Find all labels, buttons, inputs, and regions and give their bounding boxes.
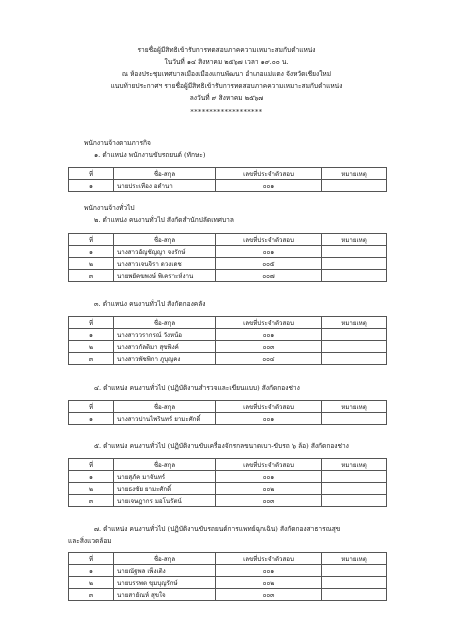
col-header-remark: หมายเหตุ <box>322 234 387 246</box>
cell-remark <box>322 589 387 601</box>
col-header-exam-id: เลขที่ประจำตัวสอบ <box>216 401 322 413</box>
cell-no: ๑ <box>69 413 114 425</box>
cell-exam-id: ๐๐๑ <box>216 246 322 258</box>
col-header-no: ที่ <box>69 401 114 413</box>
cell-remark <box>322 471 387 483</box>
col-header-name: ชื่อ-สกุล <box>114 459 216 471</box>
table-row <box>69 413 387 425</box>
cell-no: ๑ <box>69 329 114 341</box>
table-row <box>69 589 387 601</box>
section-title-1: ๑. ตำแหน่ง พนักงานขับรถยนต์ (ทักษะ) <box>94 151 206 159</box>
cell-name: นางสาววรากรณ์ วังหน้อ <box>114 329 216 341</box>
doc-title: รายชื่อผู้มีสิทธิเข้ารับการทดสอบภาคความเหมาะสมกับตำแหน่ง <box>137 46 316 54</box>
col-header-no: ที่ <box>69 168 114 180</box>
cell-name: นางสาวพัชพิกา ภูบุญคง <box>114 353 216 365</box>
cell-no: ๒ <box>69 483 114 495</box>
cell-exam-id: ๐๐๓ <box>216 341 322 353</box>
doc-announce-date: ลงวันที่ ๙ สิงหาคม ๒๕๖๗ <box>189 94 264 102</box>
table-section-2 <box>68 233 387 282</box>
cell-exam-id: ๐๐๑ <box>216 329 322 341</box>
cell-remark <box>322 577 387 589</box>
table-row <box>69 565 387 577</box>
doc-date-time: ในวันที่ ๑๔ สิงหาคม ๒๕๖๗ เวลา ๑๙.๐๐ น. <box>164 58 289 66</box>
doc-divider-stars: ******************* <box>190 108 263 116</box>
cell-no: ๒ <box>69 577 114 589</box>
cell-remark <box>322 413 387 425</box>
cell-name: นางสาวเจนจิรา ดวงเดช <box>114 258 216 270</box>
col-header-remark: หมายเหตุ <box>322 459 387 471</box>
table-row <box>69 329 387 341</box>
group-label-mission: พนักงานจ้างตามภารกิจ <box>84 139 151 147</box>
cell-name: นายพยัคฆพงษ์ พิเคราะห์งาน <box>114 270 216 282</box>
cell-name: นายสุภัค มาจันทร์ <box>114 471 216 483</box>
cell-name: นางสาวอัญชัญญา จงรักษ์ <box>114 246 216 258</box>
cell-name: นางสาวปานไพรินทร์ ยามะศักดิ์ <box>114 413 216 425</box>
col-header-exam-id: เลขที่ประจำตัวสอบ <box>216 234 322 246</box>
cell-remark <box>322 180 387 192</box>
cell-exam-id: ๐๐๗ <box>216 270 322 282</box>
col-header-name: ชื่อ-สกุล <box>114 401 216 413</box>
cell-name: นางสาวกัลติมา สุขพิงค์ <box>114 341 216 353</box>
section-title-4: ๔. ตำแหน่ง คนงานทั่วไป (ปฏิบัติงานสำรวจและเขียนแบบ) สังกัดกองช่าง <box>94 384 300 392</box>
col-header-name: ชื่อ-สกุล <box>114 317 216 329</box>
table-row <box>69 258 387 270</box>
table-header-row <box>69 317 387 329</box>
table-header-row <box>69 459 387 471</box>
table-section-7 <box>68 552 387 601</box>
table-row <box>69 246 387 258</box>
cell-no: ๑ <box>69 565 114 577</box>
table-row <box>69 341 387 353</box>
cell-name: นายประเทือง อดำนา <box>114 180 216 192</box>
cell-name: นายณัฐพล เพ็งเติง <box>114 565 216 577</box>
table-row <box>69 495 387 507</box>
cell-name: นายบรรพต ขุมบุญรักษ์ <box>114 577 216 589</box>
section-title-3: ๓. ตำแหน่ง คนงานทั่วไป สังกัดกองคลัง <box>94 300 206 308</box>
table-row <box>69 471 387 483</box>
cell-no: ๑ <box>69 180 114 192</box>
col-header-name: ชื่อ-สกุล <box>114 234 216 246</box>
table-row <box>69 353 387 365</box>
cell-no: ๓ <box>69 270 114 282</box>
cell-exam-id: ๐๐๑ <box>216 413 322 425</box>
cell-exam-id: ๐๐๒ <box>216 577 322 589</box>
group-label-general: พนักงานจ้างทั่วไป <box>84 204 135 212</box>
cell-name: นายเจษฎากร มอโนรัตน์ <box>114 495 216 507</box>
cell-remark <box>322 353 387 365</box>
col-header-remark: หมายเหตุ <box>322 401 387 413</box>
col-header-remark: หมายเหตุ <box>322 553 387 565</box>
cell-exam-id: ๐๐๕ <box>216 258 322 270</box>
table-row <box>69 270 387 282</box>
cell-name: นายธงชัย ยามะศักดิ์ <box>114 483 216 495</box>
table-section-4 <box>68 400 387 425</box>
col-header-remark: หมายเหตุ <box>322 317 387 329</box>
cell-remark <box>322 495 387 507</box>
cell-remark <box>322 483 387 495</box>
col-header-remark: หมายเหตุ <box>322 168 387 180</box>
section-title-7: ๗. ตำแหน่ง คนงานทั่วไป (ปฏิบัติงานขับรถยนต์การแพทย์ฉุกเฉิน) สังกัดกองสาธารณสุข <box>94 525 341 533</box>
cell-remark <box>322 329 387 341</box>
cell-remark <box>322 565 387 577</box>
cell-exam-id: ๐๐๑ <box>216 180 322 192</box>
cell-no: ๒ <box>69 258 114 270</box>
cell-no: ๓ <box>69 353 114 365</box>
cell-no: ๒ <box>69 341 114 353</box>
col-header-name: ชื่อ-สกุล <box>114 553 216 565</box>
cell-no: ๓ <box>69 495 114 507</box>
col-header-exam-id: เลขที่ประจำตัวสอบ <box>216 459 322 471</box>
table-section-1 <box>68 167 387 192</box>
cell-exam-id: ๐๐๒ <box>216 483 322 495</box>
col-header-no: ที่ <box>69 459 114 471</box>
col-header-no: ที่ <box>69 317 114 329</box>
col-header-exam-id: เลขที่ประจำตัวสอบ <box>216 317 322 329</box>
cell-remark <box>322 258 387 270</box>
section-title-7-cont: และสิ่งแวดล้อม <box>68 537 112 545</box>
section-title-2: ๒. ตำแหน่ง คนงานทั่วไป สังกัดสำนักปลัดเทศบาล <box>94 216 234 224</box>
doc-annex-note: แนบท้ายประกาศฯ รายชื่อผู้มีสิทธิเข้ารับการทดสอบภาคความเหมาะสมกับตำแหน่ง <box>110 82 343 90</box>
table-header-row <box>69 168 387 180</box>
cell-exam-id: ๐๐๓ <box>216 589 322 601</box>
cell-remark <box>322 270 387 282</box>
col-header-no: ที่ <box>69 234 114 246</box>
cell-exam-id: ๐๐๑ <box>216 471 322 483</box>
doc-venue: ณ ห้องประชุมเทศบาลเมืองเมืองแกนพัฒนา อำเภอแม่แตง จังหวัดเชียงใหม่ <box>121 70 332 78</box>
cell-name: นายสายัณห์ สุขใจ <box>114 589 216 601</box>
table-header-row <box>69 553 387 565</box>
table-header-row <box>69 401 387 413</box>
table-row <box>69 180 387 192</box>
col-header-exam-id: เลขที่ประจำตัวสอบ <box>216 168 322 180</box>
cell-exam-id: ๐๐๑ <box>216 565 322 577</box>
cell-exam-id: ๐๐๔ <box>216 353 322 365</box>
col-header-name: ชื่อ-สกุล <box>114 168 216 180</box>
table-row <box>69 483 387 495</box>
cell-remark <box>322 246 387 258</box>
table-section-3 <box>68 316 387 365</box>
table-row <box>69 577 387 589</box>
cell-no: ๓ <box>69 589 114 601</box>
table-section-5 <box>68 458 387 507</box>
col-header-exam-id: เลขที่ประจำตัวสอบ <box>216 553 322 565</box>
cell-exam-id: ๐๐๓ <box>216 495 322 507</box>
cell-no: ๑ <box>69 246 114 258</box>
cell-remark <box>322 341 387 353</box>
col-header-no: ที่ <box>69 553 114 565</box>
cell-no: ๑ <box>69 471 114 483</box>
table-header-row <box>69 234 387 246</box>
section-title-5: ๕. ตำแหน่ง คนงานทั่วไป (ปฏิบัติงานขับเครื่องจักรกลขนาดเบา-ขับรถ ๖ ล้อ) สังกัดกองช่าง <box>94 442 349 450</box>
